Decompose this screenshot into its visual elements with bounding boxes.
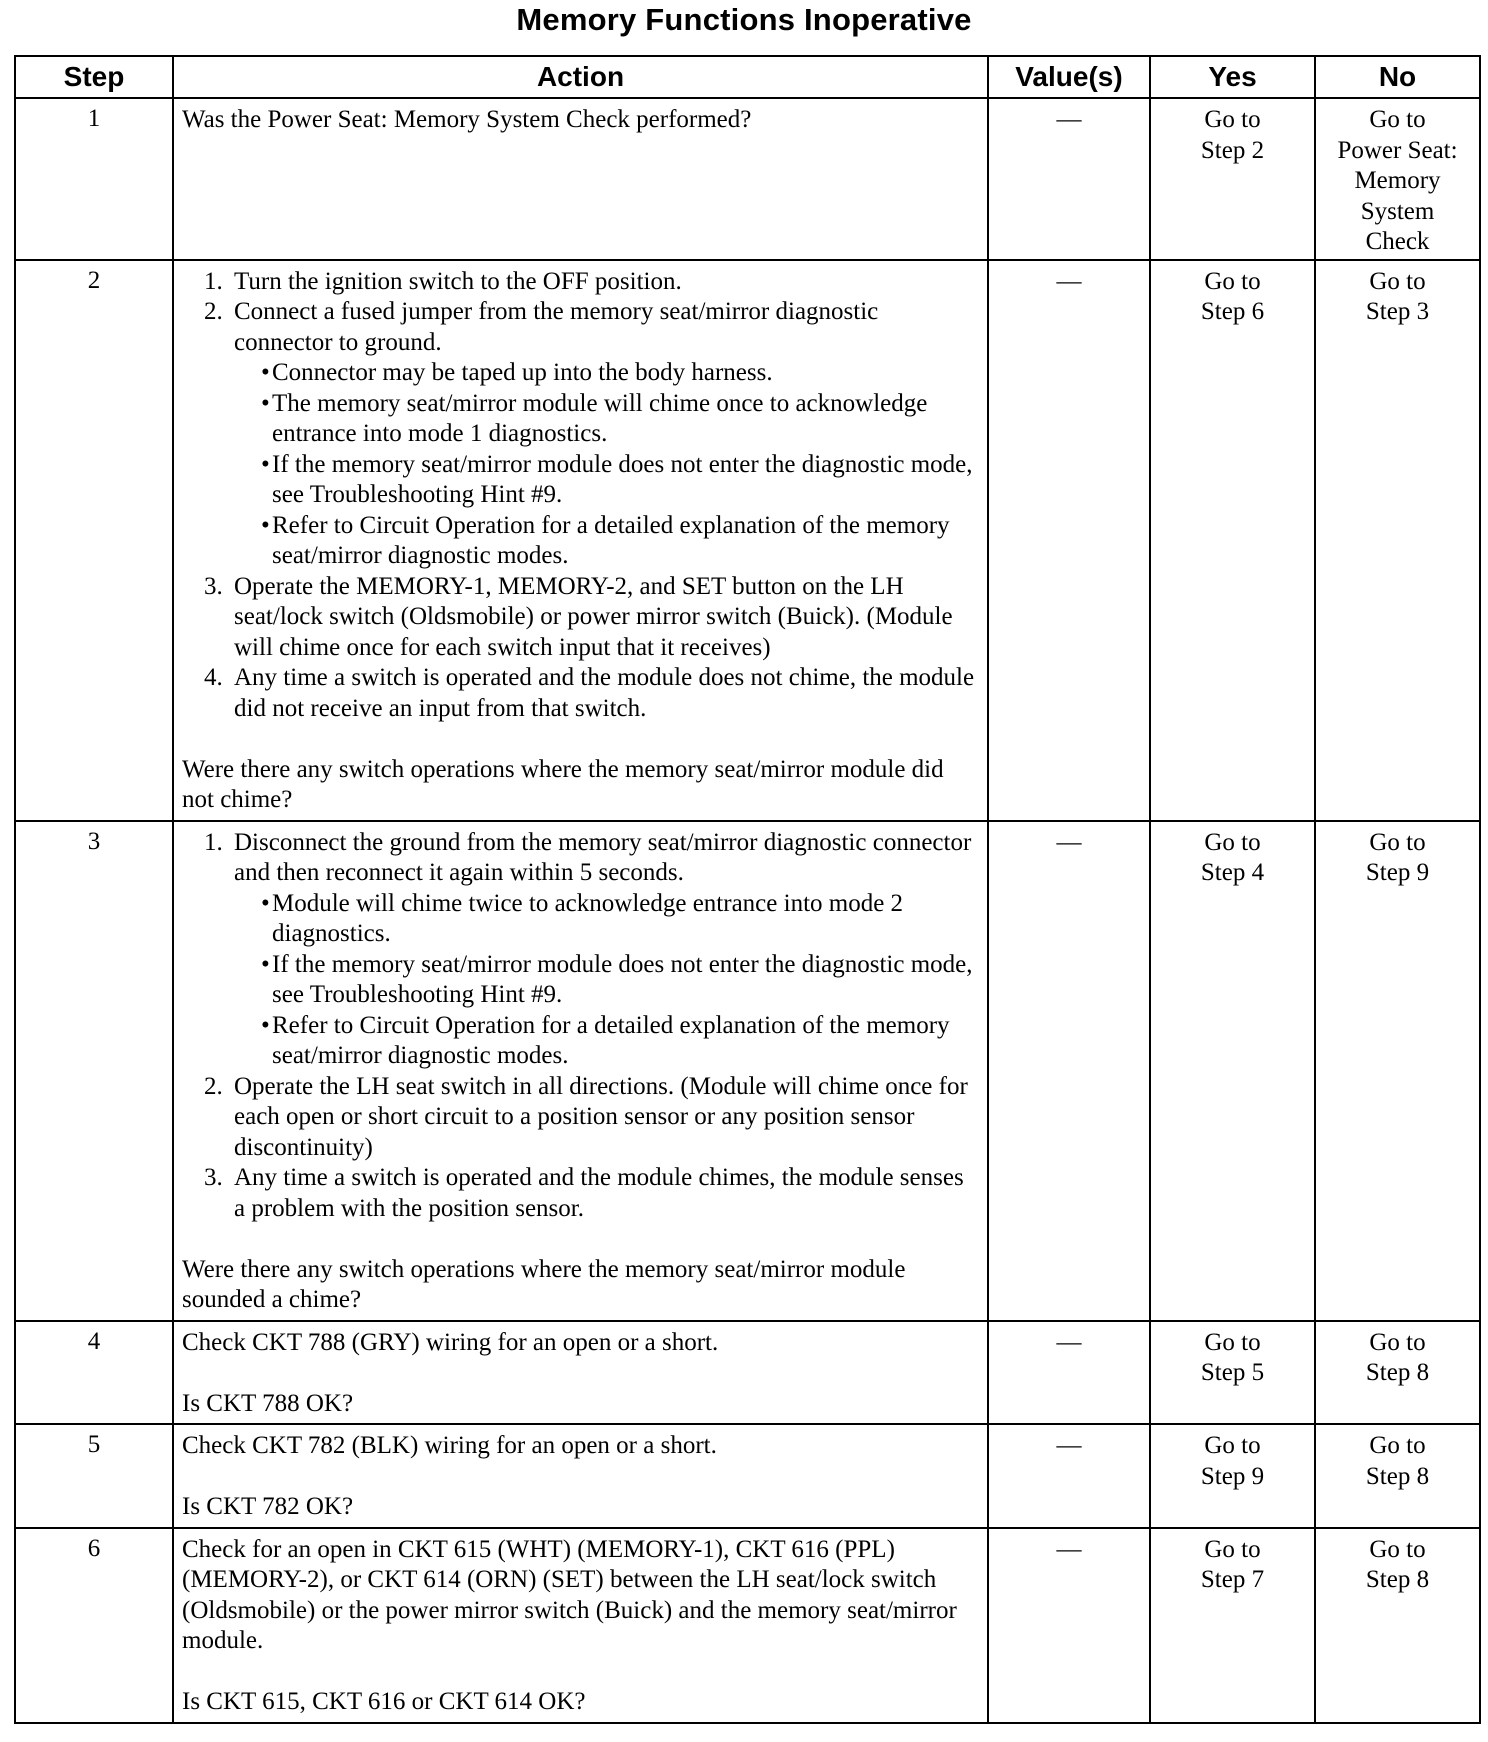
no-line: Step 8 bbox=[1365, 1566, 1430, 1593]
action-step-text: Any time a switch is operated and the module does not chime, the module did not receive an input from that switch. bbox=[234, 664, 975, 722]
yes-line: Go to bbox=[1204, 1432, 1261, 1459]
action-question: Is CKT 788 OK? bbox=[182, 1389, 354, 1417]
yes-cell bbox=[1150, 1528, 1315, 1723]
action-bullet: • Connector may be taped up into the body harness. bbox=[272, 358, 981, 389]
action-bullets bbox=[234, 358, 981, 572]
yes-line: Step 7 bbox=[1200, 1566, 1265, 1593]
action-step-number: 4. bbox=[204, 664, 223, 691]
action-steps bbox=[182, 267, 981, 725]
action-question: Were there any switch operations where the memory seat/mirror module did not chime? bbox=[182, 755, 944, 813]
no-line: Check bbox=[1365, 228, 1430, 255]
no-line: Go to bbox=[1369, 267, 1426, 295]
action-step bbox=[204, 663, 981, 724]
action-step-number: 2. bbox=[204, 1072, 223, 1100]
step-number: 6 bbox=[15, 1528, 173, 1723]
action-text: Check for an open in CKT 615 (WHT) (MEMORY-1), CKT 616 (PPL) (MEMORY-2), or CKT 614 (ORN) (SET) between the LH seat/lock switch (Oldsmobile) or the power mirror switch (Buick) and the memory seat/mirror module. bbox=[182, 1535, 957, 1654]
yes-line: Step 6 bbox=[1200, 298, 1265, 325]
step-number: 1 bbox=[15, 98, 173, 260]
value-cell: — bbox=[988, 98, 1150, 260]
action-bullet: • The memory seat/mirror module will chime once to acknowledge entrance into mode 1 diagnostics. bbox=[272, 389, 981, 450]
yes-cell bbox=[1150, 98, 1315, 260]
no-line: Memory bbox=[1354, 167, 1441, 194]
action-step bbox=[204, 1072, 981, 1164]
no-line: Go to bbox=[1369, 1535, 1426, 1563]
action-step-text: Any time a switch is operated and the module chimes, the module senses a problem with the position sensor. bbox=[234, 1164, 964, 1222]
yes-line: Step 9 bbox=[1200, 1462, 1265, 1490]
action-text: Check CKT 782 (BLK) wiring for an open or a short. bbox=[182, 1432, 717, 1459]
no-line: Go to bbox=[1369, 1328, 1426, 1356]
value-cell: — bbox=[988, 821, 1150, 1321]
action-step-text: Disconnect the ground from the memory seat/mirror diagnostic connector and then reconnect it again within 5 seconds. bbox=[234, 828, 972, 886]
action-cell bbox=[173, 1321, 988, 1425]
action-question: Is CKT 615, CKT 616 or CKT 614 OK? bbox=[182, 1688, 586, 1715]
no-line: Step 8 bbox=[1365, 1462, 1430, 1490]
page-title: Memory Functions Inoperative bbox=[516, 2, 972, 37]
action-bullets bbox=[234, 889, 981, 1072]
action-bullet: • If the memory seat/mirror module does not enter the diagnostic mode, see Troubleshooting Hint #9. bbox=[272, 950, 981, 1011]
yes-cell bbox=[1150, 821, 1315, 1321]
header-step: Step bbox=[15, 56, 173, 98]
no-line: Go to bbox=[1369, 828, 1426, 856]
step-number: 5 bbox=[15, 1424, 173, 1528]
step-number: 2 bbox=[15, 260, 173, 821]
header-yes: Yes bbox=[1150, 56, 1315, 98]
no-cell bbox=[1315, 1321, 1480, 1425]
no-line: Go to bbox=[1369, 106, 1426, 133]
action-step-number: 2. bbox=[204, 298, 223, 325]
no-line: Go to bbox=[1369, 1432, 1426, 1459]
yes-cell bbox=[1150, 1321, 1315, 1425]
table-header-row bbox=[15, 56, 1480, 98]
value-cell: — bbox=[988, 260, 1150, 821]
no-line: System bbox=[1360, 197, 1435, 225]
table-row-step-6 bbox=[15, 1528, 1480, 1723]
action-bullet: • Module will chime twice to acknowledge entrance into mode 2 diagnostics. bbox=[272, 889, 981, 950]
action-cell bbox=[173, 1424, 988, 1528]
action-step-number: 3. bbox=[204, 1164, 223, 1191]
yes-cell bbox=[1150, 1424, 1315, 1528]
table-row-step-5 bbox=[15, 1424, 1480, 1528]
action-question: Was the Power Seat: Memory System Check performed? bbox=[182, 106, 752, 133]
action-question: Is CKT 782 OK? bbox=[182, 1493, 354, 1520]
action-question: Were there any switch operations where the memory seat/mirror module sounded a chime? bbox=[182, 1255, 906, 1313]
no-cell bbox=[1315, 1424, 1480, 1528]
yes-cell bbox=[1150, 260, 1315, 821]
no-cell bbox=[1315, 260, 1480, 821]
action-cell bbox=[173, 821, 988, 1321]
action-cell bbox=[173, 98, 988, 260]
action-step bbox=[204, 572, 981, 664]
action-step-text: Turn the ignition switch to the OFF position. bbox=[234, 267, 682, 295]
action-step bbox=[204, 828, 981, 1072]
no-line: Step 3 bbox=[1365, 298, 1430, 325]
value-cell: — bbox=[988, 1528, 1150, 1723]
action-bullet: • If the memory seat/mirror module does not enter the diagnostic mode, see Troubleshooting Hint #9. bbox=[272, 450, 981, 511]
action-step-number: 1. bbox=[204, 267, 223, 295]
yes-line: Go to bbox=[1204, 1535, 1261, 1563]
action-steps bbox=[182, 828, 981, 1225]
action-cell bbox=[173, 260, 988, 821]
action-step-number: 3. bbox=[204, 572, 223, 600]
header-values: Value(s) bbox=[988, 56, 1150, 98]
step-number: 3 bbox=[15, 821, 173, 1321]
action-bullet: • Refer to Circuit Operation for a detailed explanation of the memory seat/mirror diagnostic modes. bbox=[272, 1011, 981, 1072]
no-cell bbox=[1315, 1528, 1480, 1723]
no-line: Step 9 bbox=[1365, 859, 1430, 886]
action-step-text: Connect a fused jumper from the memory seat/mirror diagnostic connector to ground. bbox=[234, 298, 879, 356]
header-action: Action bbox=[173, 56, 988, 98]
table-row-step-1 bbox=[15, 98, 1480, 260]
value-cell: — bbox=[988, 1321, 1150, 1425]
yes-line: Go to bbox=[1204, 1328, 1261, 1356]
step-number: 4 bbox=[15, 1321, 173, 1425]
yes-line: Step 5 bbox=[1200, 1359, 1265, 1386]
action-step-number: 1. bbox=[204, 828, 223, 856]
yes-line: Go to bbox=[1204, 106, 1261, 133]
table-row-step-4 bbox=[15, 1321, 1480, 1425]
yes-line: Go to bbox=[1204, 828, 1261, 856]
action-step bbox=[204, 297, 981, 572]
action-cell bbox=[173, 1528, 988, 1723]
value-cell: — bbox=[988, 1424, 1150, 1528]
header-no: No bbox=[1315, 56, 1480, 98]
table-row-step-2 bbox=[15, 260, 1480, 821]
no-cell bbox=[1315, 98, 1480, 260]
yes-line: Go to bbox=[1204, 267, 1261, 295]
action-step-text: Operate the LH seat switch in all directions. (Module will chime once for each open or short circuit to a position sensor or any position sensor discontinuity) bbox=[234, 1072, 968, 1161]
no-cell bbox=[1315, 821, 1480, 1321]
table-row-step-3 bbox=[15, 821, 1480, 1321]
action-bullet: • Refer to Circuit Operation for a detailed explanation of the memory seat/mirror diagnostic modes. bbox=[272, 511, 981, 572]
action-step bbox=[204, 267, 981, 298]
action-step-text: Operate the MEMORY-1, MEMORY-2, and SET button on the LH seat/lock switch (Oldsmobile) or power mirror switch (Buick). (Module will chime once for each switch input that it receives) bbox=[234, 572, 953, 661]
action-text: Check CKT 788 (GRY) wiring for an open or a short. bbox=[182, 1328, 719, 1356]
yes-line: Step 4 bbox=[1200, 859, 1265, 886]
action-step bbox=[204, 1163, 981, 1224]
diagnostic-table bbox=[14, 55, 1481, 1724]
no-line: Power Seat: bbox=[1337, 136, 1458, 164]
yes-line: Step 2 bbox=[1200, 136, 1265, 164]
no-line: Step 8 bbox=[1365, 1359, 1430, 1386]
